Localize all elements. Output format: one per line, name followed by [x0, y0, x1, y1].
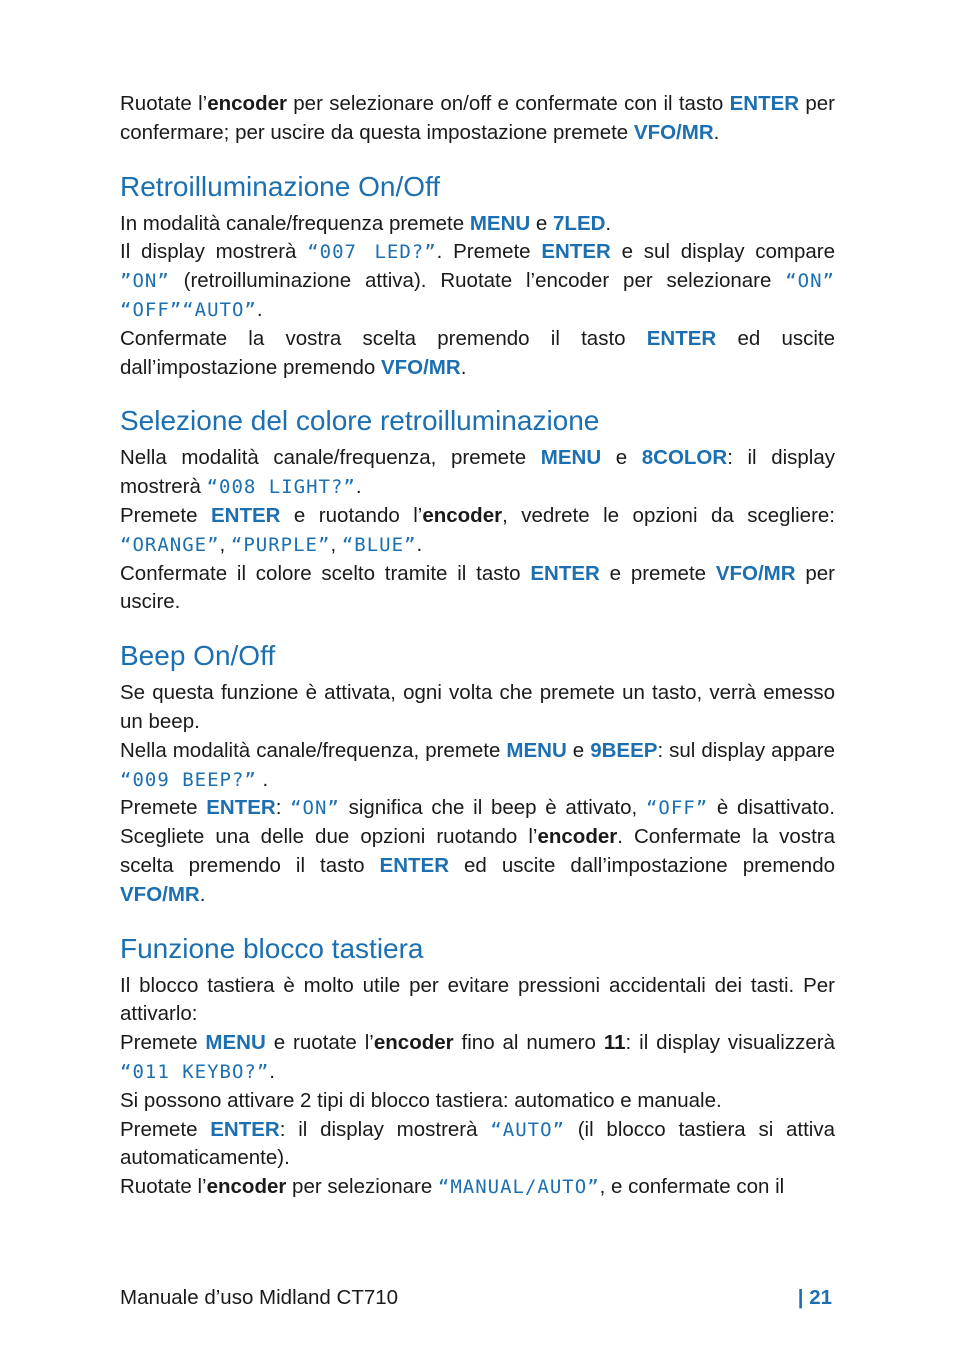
text: per selezionare on/off e confermate con il tasto: [286, 92, 730, 115]
colore-paragraph-1: [120, 444, 835, 502]
intro-paragraph: [120, 90, 835, 148]
text: Premete: [120, 1117, 211, 1141]
key-enter: ENTER: [541, 240, 611, 264]
text: , vedrete le opzioni da scegliere:: [502, 503, 835, 527]
text: significa che il beep è attivato,: [339, 796, 646, 820]
text: . Confermate la vostra scelta premendo il tasto: [120, 825, 836, 877]
text: ed uscite dall’impostazione premendo: [120, 326, 836, 379]
key-menu: MENU: [506, 738, 567, 762]
number-11: 11: [603, 1031, 626, 1055]
text: per selezionare: [286, 1175, 438, 1199]
text: .: [199, 882, 206, 906]
lcd-text: “009 BEEP?”: [120, 768, 257, 791]
lcd-text: “011 KEYBO?”: [120, 1060, 270, 1083]
text: per confermare; per uscire da questa impostazione premete: [120, 92, 836, 144]
section-heading-beep: Beep On/Off: [120, 640, 276, 672]
lcd-text: “AUTO”: [490, 1118, 565, 1141]
text: : sul display appare: [657, 738, 836, 762]
key-enter: ENTER: [530, 561, 600, 585]
text: Il display mostrerà: [120, 240, 308, 264]
page-number: | 21: [797, 1286, 832, 1309]
key-vfo-mr: VFO/MR: [120, 882, 200, 906]
lcd-text: “BLUE”: [341, 533, 417, 556]
text: .: [713, 120, 720, 144]
key-enter: ENTER: [210, 1117, 280, 1141]
text: .: [416, 532, 423, 556]
text: e: [530, 211, 554, 235]
lcd-text: “PURPLE”: [230, 533, 331, 556]
page-body: [120, 90, 835, 1202]
text: e: [601, 446, 642, 470]
text: è disattivato. Scegliete una delle due opzioni ruotando l’: [120, 796, 835, 849]
beep-paragraph-3: [120, 794, 835, 909]
text: : il display mostrerà: [279, 1117, 491, 1141]
text: e ruotate l’: [265, 1031, 374, 1055]
text: Premete: [120, 503, 211, 527]
text: ,: [330, 532, 342, 556]
key-enter: ENTER: [729, 92, 800, 115]
key-vfo-mr: VFO/MR: [633, 120, 714, 144]
text: Confermate la vostra scelta premendo il tasto: [120, 326, 647, 350]
lcd-text: “OFF”“AUTO”: [120, 298, 257, 321]
text: Premete: [120, 796, 207, 820]
text: .: [460, 355, 467, 379]
lcd-text: “008 LIGHT?”: [206, 476, 356, 499]
text: e sul display compare: [610, 240, 836, 264]
text: e premete: [599, 561, 716, 585]
text: Ruotate l’: [120, 92, 208, 115]
blocco-paragraph-2: [120, 1029, 835, 1087]
text: e ruotando l’: [280, 503, 423, 527]
keyword-encoder: encoder: [422, 503, 503, 527]
retro-paragraph-2: [120, 325, 835, 383]
text: Confermate il colore scelto tramite il tasto: [120, 561, 531, 585]
blocco-paragraph-1: Il blocco tastiera è molto utile per evitare pressioni accidentali dei tasti. Per attivarlo:: [120, 973, 835, 1026]
key-enter: ENTER: [210, 503, 281, 527]
text: : il display visualizzerà: [625, 1031, 835, 1055]
key-enter: ENTER: [379, 853, 449, 877]
text: .: [256, 297, 263, 321]
retro-paragraph-1: [120, 210, 835, 325]
text: : il display mostrerà: [120, 446, 835, 499]
text: Premete: [120, 1031, 206, 1055]
blocco-paragraph-3: Si possono attivare 2 tipi di blocco tastiera: automatico e manuale.: [120, 1088, 722, 1112]
text: , e confermate con il: [599, 1175, 785, 1199]
key-menu: MENU: [469, 211, 531, 235]
keyword-encoder: encoder: [537, 825, 618, 849]
section-heading-colore: Selezione del colore retroilluminazione: [120, 405, 600, 437]
keyword-encoder: encoder: [207, 92, 287, 115]
text: ,: [219, 532, 231, 556]
section-heading-blocco: Funzione blocco tastiera: [120, 932, 424, 964]
text: (il blocco tastiera si attiva automaticamente).: [120, 1117, 836, 1170]
text: per uscire.: [120, 561, 835, 614]
key-menu: MENU: [205, 1031, 266, 1055]
section-heading-retroilluminazione: Retroilluminazione On/Off: [120, 170, 441, 202]
lcd-text: “ORANGE”: [120, 533, 220, 556]
text: Nella modalità canale/frequenza, premete: [120, 738, 507, 762]
key-enter: ENTER: [206, 796, 276, 820]
text: :: [275, 796, 291, 820]
text: ed uscite dall’impostazione premendo: [449, 853, 836, 877]
text: e: [566, 738, 591, 762]
key-menu: MENU: [540, 446, 602, 470]
text: (retroilluminazione attiva). Ruotate l’encoder per selezionare: [169, 269, 786, 293]
lcd-text: “MANUAL/AUTO”: [437, 1176, 600, 1199]
blocco-paragraph-5: [120, 1173, 835, 1202]
page-footer: [120, 1283, 832, 1313]
keyword-encoder: encoder: [206, 1175, 287, 1199]
footer-title: Manuale d’uso Midland CT710: [120, 1286, 399, 1309]
beep-paragraph-1: Se questa funzione è attivata, ogni volta che premete un tasto, verrà emesso un beep.: [120, 681, 835, 733]
lcd-text: “007 LED?”: [307, 241, 437, 264]
text: . Premete: [436, 240, 542, 264]
text: Nella modalità canale/frequenza, premete: [120, 446, 541, 470]
lcd-text: ”ON”: [120, 270, 170, 293]
text: .: [355, 475, 362, 499]
text: .: [269, 1059, 275, 1083]
text: .: [605, 211, 612, 235]
beep-paragraph-2: [120, 737, 835, 795]
text: .: [256, 767, 269, 791]
colore-paragraph-2: [120, 502, 835, 560]
lcd-text: “ON”: [785, 270, 835, 293]
key-8color: 8COLOR: [641, 446, 728, 470]
key-vfo-mr: VFO/MR: [380, 355, 461, 379]
lcd-text: “ON”: [290, 797, 340, 820]
blocco-paragraph-4: [120, 1116, 835, 1174]
key-enter: ENTER: [646, 326, 717, 350]
text: Ruotate l’: [120, 1175, 207, 1199]
lcd-text: “OFF”: [645, 797, 709, 820]
key-9beep: 9BEEP: [590, 738, 658, 762]
text: fino al numero: [453, 1031, 604, 1055]
key-vfo-mr: VFO/MR: [715, 561, 796, 585]
colore-paragraph-3: [120, 560, 835, 618]
text: In modalità canale/frequenza premete: [120, 211, 470, 235]
keyword-encoder: encoder: [373, 1031, 454, 1055]
key-7led: 7LED: [553, 211, 606, 235]
